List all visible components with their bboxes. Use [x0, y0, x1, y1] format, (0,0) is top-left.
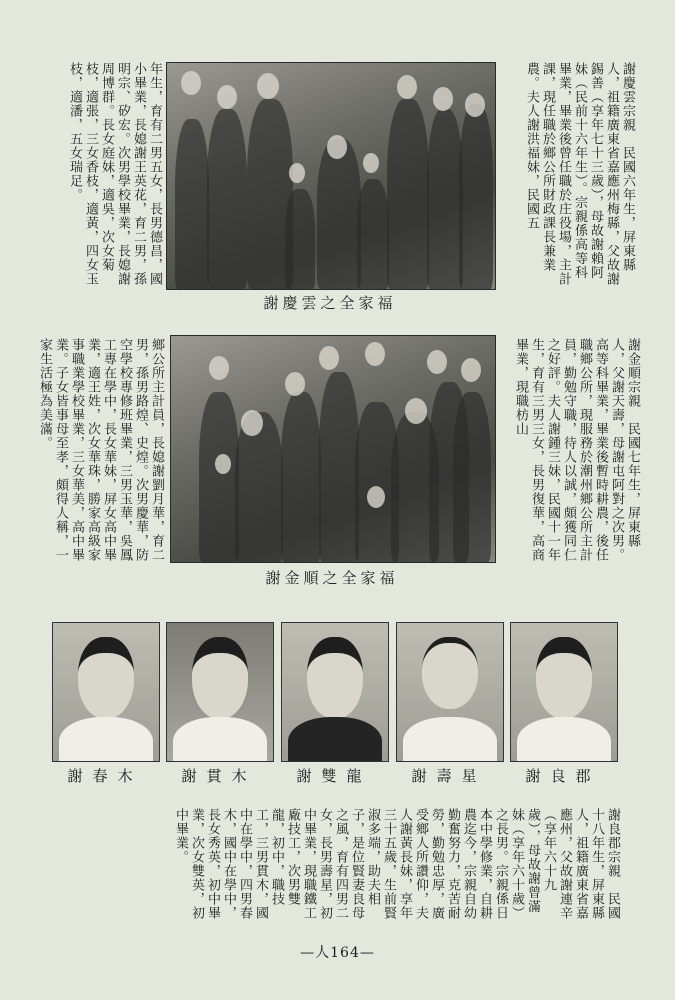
portrait-xie-shuanglong: [281, 622, 389, 762]
photo-caption-xie-qingyun: 謝慶雲之全家福: [263, 294, 397, 312]
photo-caption-xie-jinshun: 謝金順之全家福: [265, 569, 399, 587]
portrait-name-xie-shuanglong: 謝雙龍: [296, 767, 372, 785]
biography-text-xie-jinshun-part2: 鄉公所主計員，長媳謝劉月華，育二男，孫男路煌、史煌。次男慶華，防空學校專修班畢業，三男玉華，吳鳳工專在學中，長女華妹，屏女高中畢業，適王姓，次女華珠，勝家高級家事職業學校畢業，三女華美，高中畢業。子女皆事母至孝，頗得人稱，一家生活極為美滿。: [37, 338, 164, 562]
biography-text-xie-jinshun-part1: 謝金順宗親 民國七年生，屏東縣人，父謝天壽，母謝屯阿對之次男。高等科畢業，畢業後暫時耕農，後任職鄉公所，現服務於潮州鄉公所主計員，勤勉守職，待人以誠，頗獲同仁之好評。夫人謝鍾三妹，民國十一年生，育有三男三女，長男復華，高商畢業，現職枋山: [513, 338, 640, 562]
biography-text-xie-liangjun: 謝良郡宗親 民國十八年生，屏東縣人，祖籍廣東省嘉應州，父故謝連辛（享年六十九歲），母故謝曾滿妹（享年六十歲）之長男。宗親係日本中學修業，自耕農迄今，宗親自幼勤奮努力，克苦耐勞，勤勉忠厚，廣受鄉人所讚仰，夫人謝黃長妹，享年三十五歲，生前賢淑多端，助夫相子，是位賢妻良母之風，育有四男二女，長男壽星，初中畢業，現職鐵工廠技工，次男雙龍，初中，職技工，三男貫木，國中在學中，四男春木，國中在學中，長女秀英，初中畢業，次女雙英，初中畢業。: [173, 808, 620, 920]
portrait-name-xie-chunmu: 謝春木: [67, 767, 143, 785]
portrait-name-xie-shouxing: 謝壽星: [411, 767, 487, 785]
biography-text-xie-qingyun-part1: 謝慶雲宗親 民國六年生，屏東縣人，祖籍廣東省嘉應州梅縣，父故謝錫善（享年七十三歲），母故謝賴阿妹（民前十六年生）。宗親係高等科畢業，畢業後曾任職於庄役場，主計課，現任職於鄉公所財政課長兼業農。夫人謝洪福妹，民國五: [524, 62, 635, 286]
biography-text-xie-qingyun-part2: 年生，育有二男五女，長男德昌，國小畢業，長媳謝王英花，育二男，孫明宗、矽宏。次男學校畢業，長媳謝周博群。長女庭妹，適吳，次女菊枝，適張，三女香枝，適黃，四女玉枝，適潘，五女瑞足。: [67, 62, 162, 286]
portrait-xie-chunmu: [52, 622, 160, 762]
family-photo-xie-jinshun: [170, 335, 496, 563]
portrait-name-xie-guanmu: 謝貫木: [181, 767, 257, 785]
portrait-xie-guanmu: [166, 622, 274, 762]
family-photo-xie-qingyun: [166, 62, 496, 290]
page-number: —人164—: [300, 945, 375, 961]
portrait-name-xie-liangjun: 謝良郡: [525, 767, 601, 785]
portrait-xie-liangjun: [510, 622, 618, 762]
portrait-xie-shouxing: [396, 622, 504, 762]
